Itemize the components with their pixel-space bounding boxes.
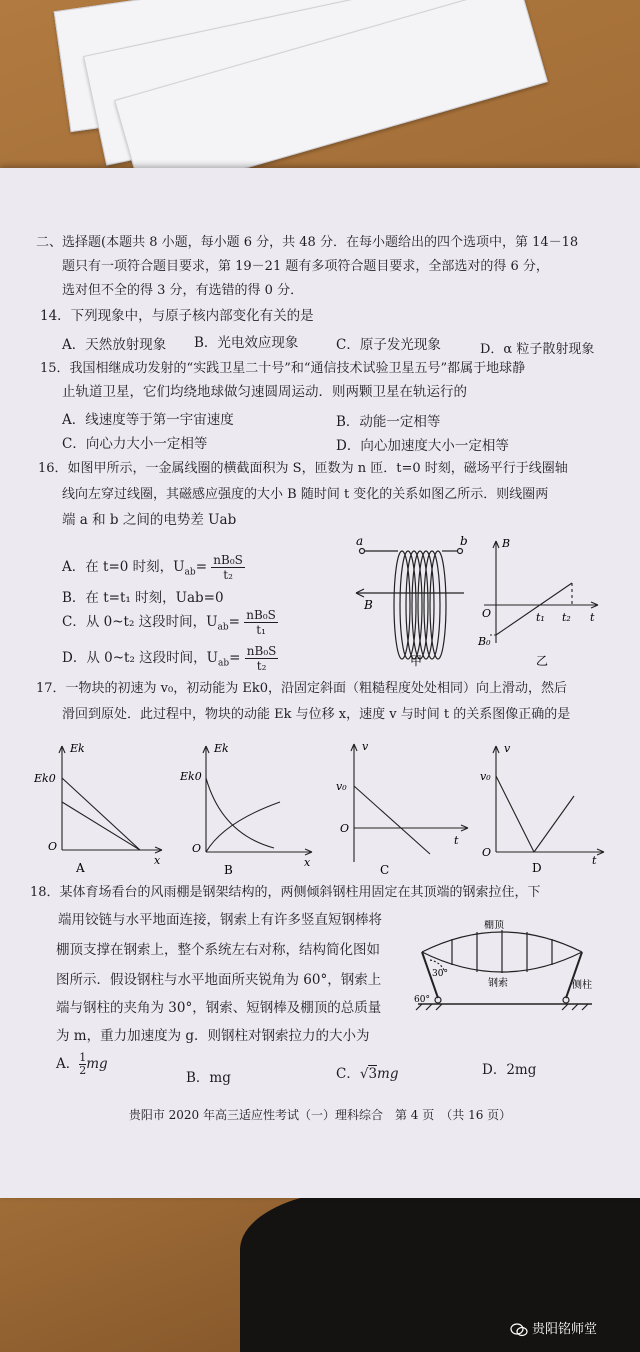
q16-frac-num: nB₀S <box>246 644 277 658</box>
q15-option-b: B．动能一定相等 <box>336 414 441 430</box>
q16-eq: = <box>229 650 241 666</box>
q18-frac-num: 1 <box>79 1051 87 1064</box>
y-axis-label: v <box>362 740 369 753</box>
q16-sub: ab <box>184 567 196 578</box>
q18-option-d: D．2mg <box>482 1062 537 1078</box>
graph-label: D <box>532 861 542 875</box>
label-angle60: 60° <box>414 995 430 1005</box>
page-footer: 贵阳市 2020 年高三适应性考试（一）理科综合 第 4 页 （共 16 页） <box>128 1108 512 1122</box>
section-heading-line1: 二、选择题(本题共 8 小题，每小题 6 分，共 48 分．在每小题给出的四个选项中，第 14－18 <box>36 235 579 250</box>
q16-option-c <box>62 608 278 637</box>
x-axis-label: t <box>454 834 459 847</box>
q18-option-c-root: 3 <box>368 1066 378 1082</box>
terminal-a <box>360 549 365 554</box>
graph-label: B <box>224 863 233 877</box>
q18-option-c-prefix: C． <box>336 1066 360 1082</box>
y0-label: v₀ <box>336 780 347 793</box>
q17-graph-b <box>178 738 318 878</box>
q16-option-a-prefix: A．在 t=0 时刻，U <box>62 559 185 575</box>
q17-graph-c <box>334 736 474 876</box>
q18-option-a-suffix: mg <box>86 1056 108 1072</box>
x-axis-label: x <box>304 856 311 869</box>
q16-frac-num: nB₀S <box>213 553 243 567</box>
q15-option-a: A．线速度等于第一宇宙速度 <box>62 412 234 428</box>
q18-option-a <box>56 1052 108 1077</box>
label-t1: t₁ <box>536 611 545 624</box>
q17-stem-line1: 17．一物块的初速为 v₀，初动能为 Ek0，沿固定斜面（粗糙程度处处相同）向上滑动，然后 <box>36 681 568 696</box>
q17-graph-a <box>30 738 170 878</box>
label-t2: t₂ <box>562 611 571 624</box>
q18-line4: 图所示．假设钢柱与水平地面所夹锐角为 60°，钢索上 <box>56 972 382 988</box>
q18-option-c-suffix: mg <box>377 1066 399 1082</box>
q16-option-d-prefix: D．从 0~t₂ 这段时间，U <box>62 650 219 666</box>
v-t-up <box>534 796 574 852</box>
q18-line2: 端用铰链与水平地面连接，钢索上有许多竖直短钢棒将 <box>58 912 382 928</box>
b-t-line <box>496 583 572 635</box>
q16-frac-den: t₂ <box>223 568 233 582</box>
q18-line5: 端与钢柱的夹角为 30°，钢索、短钢棒及棚顶的总质量 <box>56 1000 382 1016</box>
q18-line3: 棚顶支撑在钢索上，整个系统左右对称，结构简化图如 <box>56 942 380 958</box>
watermark <box>510 1318 597 1337</box>
v-t-line <box>354 786 430 854</box>
origin-label: O <box>192 842 202 855</box>
q18-option-c <box>336 1062 399 1082</box>
x-axis-label: x <box>154 854 161 867</box>
q16-figure-jia <box>352 533 470 668</box>
label-B: B <box>364 598 373 612</box>
q16-sub: ab <box>217 622 229 633</box>
q14-option-c: C．原子发光现象 <box>336 337 441 353</box>
y0-label: Ek0 <box>180 770 202 783</box>
q17-stem-line2: 滑回到原处．此过程中，物块的动能 Ek 与位移 x，速度 v 与时间 t 的关系图像正确的是 <box>62 707 571 722</box>
curve-rise <box>206 802 280 852</box>
v-t-down <box>496 776 534 852</box>
label-cable: 钢索 <box>488 978 508 989</box>
q16-frac-den: t₁ <box>256 623 266 637</box>
y0-label: v₀ <box>480 770 491 783</box>
q16-option-b: B．在 t=t₁ 时刻，Uab=0 <box>62 590 224 606</box>
label-a: a <box>356 534 364 548</box>
origin-label: O <box>340 822 350 835</box>
q17-graph-d <box>478 736 618 876</box>
q18-option-b: B．mg <box>186 1070 231 1086</box>
section-heading-line3: 选对但不全的得 3 分，有选错的得 0 分． <box>62 283 304 298</box>
label-pillar: 侧柱 <box>572 980 592 991</box>
caption-jia: 甲 <box>410 654 423 668</box>
q16-eq: = <box>195 559 207 575</box>
exam-page <box>0 168 640 1198</box>
curve-up <box>62 778 140 850</box>
q14-option-b: B．光电效应现象 <box>194 335 299 351</box>
sqrt-icon: √ <box>359 1066 369 1082</box>
y-axis-label: Ek <box>214 742 229 755</box>
q14-option-a: A．天然放射现象 <box>62 337 167 353</box>
q18-line6: 为 m，重力加速度为 g．则钢柱对钢索拉力的大小为 <box>56 1028 370 1044</box>
watermark-text: 贵阳铭师堂 <box>532 1322 598 1337</box>
label-O: O <box>482 607 492 620</box>
q16-sub: ab <box>218 658 230 669</box>
y-axis-label: Ek <box>70 742 85 755</box>
q14-stem: 14．下列现象中，与原子核内部变化有关的是 <box>40 308 314 324</box>
curve-down <box>62 802 140 850</box>
section-heading-line2: 题只有一项符合题目要求，第 19－21 题有多项符合题目要求，全部选对的得 6 分， <box>62 259 549 274</box>
q16-stem-line1: 16．如图甲所示，一金属线圈的横截面积为 S，匝数为 n 匝．t=0 时刻，磁场平行于线圈轴 <box>38 461 568 476</box>
q18-option-a-prefix: A． <box>56 1056 80 1072</box>
q16-option-d <box>62 644 278 673</box>
graph-label: A <box>76 861 85 875</box>
label-roof: 棚顶 <box>484 920 504 931</box>
q16-eq: = <box>228 614 240 630</box>
origin-label: O <box>48 840 58 853</box>
origin-label: O <box>482 846 492 859</box>
q18-line1: 18．某体育场看台的风雨棚是钢架结构的，两侧倾斜钢柱用固定在其顶端的钢索拉住，下 <box>30 885 541 900</box>
y0-label: Ek0 <box>34 772 56 785</box>
q16-option-a <box>62 553 245 582</box>
terminal-b <box>458 549 463 554</box>
q16-stem-line2: 线向左穿过线圈，其磁感应强度的大小 B 随时间 t 变化的关系如图乙所示．则线圈两 <box>62 487 549 502</box>
label-B-axis: B <box>502 537 511 550</box>
caption-yi: 乙 <box>536 654 549 668</box>
label-angle30: 30° <box>432 969 448 979</box>
label-t: t <box>590 611 595 624</box>
q16-frac-den: t₂ <box>256 659 267 673</box>
label-B0: B₀ <box>478 635 491 648</box>
q15-stem-line2: 止轨道卫星，它们均绕地球做匀速圆周运动．则两颗卫星在轨运行的 <box>62 384 467 400</box>
x-axis-label: t <box>592 854 597 867</box>
q14-option-d: D．α 粒子散射现象 <box>480 342 595 357</box>
q16-stem-line3: 端 a 和 b 之间的电势差 Uab <box>62 512 237 528</box>
q16-option-c-prefix: C．从 0~t₂ 这段时间，U <box>62 614 218 630</box>
q18-frac-den: 2 <box>79 1064 87 1077</box>
q16-figure-yi <box>474 533 604 668</box>
q15-option-c: C．向心力大小一定相等 <box>62 436 208 452</box>
wechat-icon <box>510 1323 528 1337</box>
label-b: b <box>460 534 468 548</box>
graph-label: C <box>380 863 390 876</box>
q15-option-d: D．向心加速度大小一定相等 <box>336 438 509 454</box>
q16-frac-num: nB₀S <box>246 608 276 622</box>
y-axis-label: v <box>504 742 511 755</box>
q18-figure-canopy <box>410 920 596 1020</box>
q15-stem-line1: 15．我国相继成功发射的“实践卫星二十号”和“通信技术试验卫星五号”都属于地球静 <box>40 361 526 376</box>
right-pillar <box>566 952 582 998</box>
curve-decay <box>206 778 274 848</box>
